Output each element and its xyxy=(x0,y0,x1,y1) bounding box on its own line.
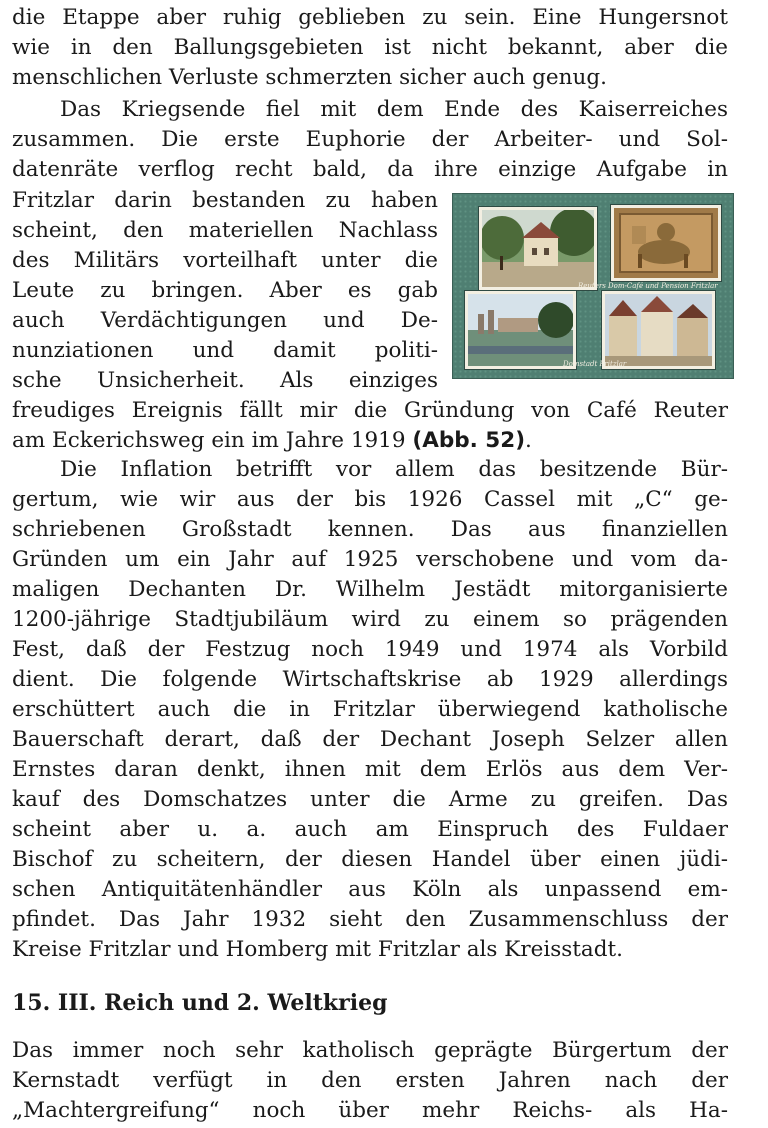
text-line: scheint, den materiellen Nachlass xyxy=(12,218,438,243)
text-line: maligen Dechanten Dr. Wilhelm Jestädt mitorganisierte xyxy=(12,577,728,602)
text-span: . xyxy=(525,428,532,453)
text-line: „Machtergreifung“ noch über mehr Reichs- als Ha- xyxy=(12,1098,728,1123)
text-line: gertum, wie wir aus der bis 1926 Cassel mit „C“ ge- xyxy=(12,487,728,512)
figure-caption: Reuters Dom-Café und Pension Fritzlar xyxy=(578,282,718,290)
figure-reference: (Abb. 52) xyxy=(412,428,526,453)
photo-market-square xyxy=(602,291,715,369)
text-line: erschüttert auch die in Fritzlar überwiegend katholische xyxy=(12,697,728,722)
text-line: Fritzlar darin bestanden zu haben xyxy=(12,188,438,213)
text-line: freudiges Ereignis fällt mir die Gründung von Café Reuter xyxy=(12,398,728,423)
photo-town-view xyxy=(465,291,576,369)
text-line: Das Kriegsende fiel mit dem Ende des Kaiserreiches xyxy=(60,97,728,122)
section-heading: 15. III. Reich und 2. Weltkrieg xyxy=(12,990,388,1016)
text-line: Bischof zu scheitern, der diesen Handel über einen jüdi- xyxy=(12,847,728,872)
text-line: Kreise Fritzlar und Homberg mit Fritzlar als Kreisstadt. xyxy=(12,937,623,962)
text-line: dient. Die folgende Wirtschaftskrise ab 1929 allerdings xyxy=(12,667,728,692)
text-line: pfindet. Das Jahr 1932 sieht den Zusammenschluss der xyxy=(12,907,728,932)
text-line: Kernstadt verfügt in den ersten Jahren nach der xyxy=(12,1068,728,1093)
text-line: Das immer noch sehr katholisch geprägte Bürgertum der xyxy=(12,1038,728,1063)
text-line: zusammen. Die erste Euphorie der Arbeiter- und Sol- xyxy=(12,127,728,152)
text-line: Fest, daß der Festzug noch 1949 und 1974 als Vorbild xyxy=(12,637,728,662)
text-line: nunziationen und damit politi- xyxy=(12,338,438,363)
figure-caption: Domstadt Fritzlar xyxy=(563,360,627,368)
text-line: 1200-jährige Stadtjubiläum wird zu einem so prägenden xyxy=(12,607,728,632)
text-line xyxy=(12,426,728,456)
postcard-figure xyxy=(453,194,733,378)
text-line: Ernstes daran denkt, ihnen mit dem Erlös aus dem Ver- xyxy=(12,757,728,782)
text-line: scheint aber u. a. auch am Einspruch des Fuldaer xyxy=(12,817,728,842)
photo-street-scene xyxy=(479,207,597,290)
text-line: des Militärs vorteilhaft unter die xyxy=(12,248,438,273)
text-line: die Etappe aber ruhig geblieben zu sein. Eine Hungersnot xyxy=(12,5,728,30)
text-line: schen Antiquitätenhändler aus Köln als unpassend em- xyxy=(12,877,728,902)
text-line: menschlichen Verluste schmerzten sicher auch genug. xyxy=(12,65,607,90)
text-span: am Eckerichsweg ein im Jahre 1919 xyxy=(12,428,413,453)
text-line: Leute zu bringen. Aber es gab xyxy=(12,278,438,303)
text-line: Die Inflation betrifft vor allem das besitzende Bür- xyxy=(60,457,728,482)
text-line: wie in den Ballungsgebieten ist nicht bekannt, aber die xyxy=(12,35,728,60)
text-line: schriebenen Großstadt kennen. Das aus finanziellen xyxy=(12,517,728,542)
text-line: sche Unsicherheit. Als einziges xyxy=(12,368,438,393)
text-line: datenräte verflog recht bald, da ihre einzige Aufgabe in xyxy=(12,157,728,182)
text-line: kauf des Domschatzes unter die Arme zu greifen. Das xyxy=(12,787,728,812)
text-line: auch Verdächtigungen und De- xyxy=(12,308,438,333)
text-line: Gründen um ein Jahr auf 1925 verschobene und vom da- xyxy=(12,547,728,572)
text-line: Bauerschaft derart, daß der Dechant Joseph Selzer allen xyxy=(12,727,728,752)
photo-relief xyxy=(611,205,721,281)
